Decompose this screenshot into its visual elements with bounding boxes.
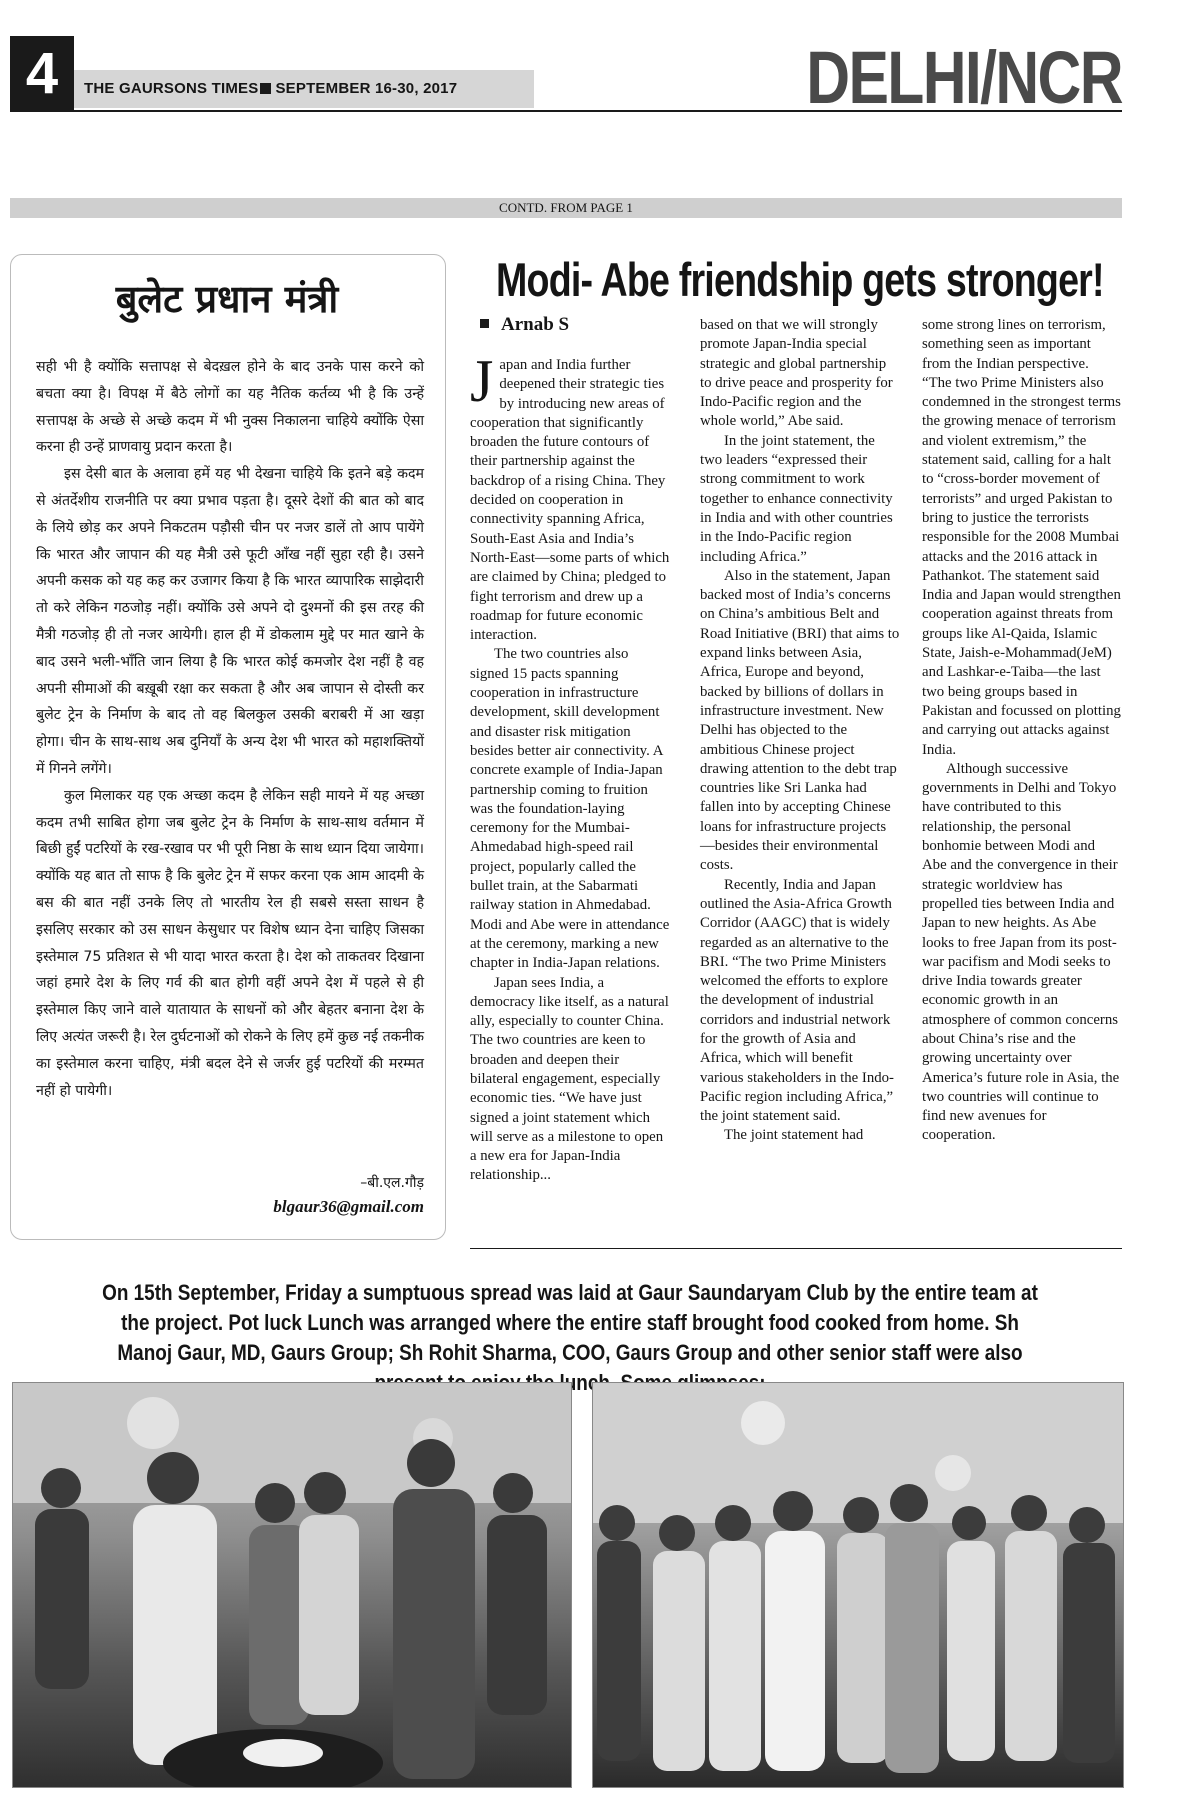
contd-label: CONTD. FROM PAGE 1 <box>10 198 1122 218</box>
article-column-1 <box>470 348 670 1186</box>
article-column-2 <box>700 316 900 1146</box>
author-email-link[interactable]: blgaur36@gmail.com <box>273 1197 424 1216</box>
article-paragraph: based on that we will strongly promote Japan-India special strategic and global partnership to drive peace and prosperity for Indo-Pacific region and the whole world,” Abe said. <box>700 317 893 430</box>
article-paragraph: Japan sees India, a democracy like itself, as a natural ally, especially to counter China. The two countries are keen to broaden and deepen their bilateral engagement, especially economic ties. “We have just signed a joint statement which will serve as a milestone to open a new era for Japan-India relationship... <box>470 974 669 1184</box>
article-paragraph: The two countries also signed 15 pacts spanning cooperation in infrastructure development, skill development and disaster risk mitigation besides better air connectivity. A concrete example of India-Japan partnership coming to fruition was the foundation-laying ceremony for the Mumbai-Ahmedabad high-speed rail project, popularly called the bullet train, at the Sabarmati railway station in Ahmedabad. Modi and Abe were in attendance at the ceremony, marking a new chapter in India-Japan relations. <box>470 646 670 972</box>
group-photo-staff-standing <box>592 1382 1124 1788</box>
publication-name: THE GAURSONS TIMES <box>84 80 259 97</box>
article-divider <box>470 1248 1122 1249</box>
hindi-column-body <box>36 354 424 1104</box>
article-paragraph: some strong lines on terrorism, something seen as important from the Indian perspective. “The two Prime Ministers also condemned in the strongest terms the growing menace of terrorism and violent extremism,” the statement said, calling for a halt to “cross-border movement of terrorists” and urged Pakistan to bring to justice the terrorists responsible for the 2008 Mumbai attacks and the 2016 attack in Pathankot. The statement said India and Japan would strengthen cooperation against threats from groups like Al-Qaida, Islamic State, Jaish-e-Mohammad(JeM) and Lashkar-e-Taiba—the last two being groups based in Pakistan and focussed on plotting and carrying out attacks against India. <box>922 317 1121 758</box>
separator-square-icon <box>260 83 271 94</box>
hindi-paragraph: सही भी है क्योंकि सत्तापक्ष से बेदख़ल होने के बाद उनके पास करने को बचता क्या है। विपक्ष में बैठे लोगों का यह नैतिक कर्तव्य भी है कि उन्हें सत्तापक्ष के अच्छे से अच्छे कदम में भी नुक्स निकालना चाहिये क्योंकि ऐसा करना ही उन्हें प्राणवायु प्रदान करता है। <box>36 359 424 456</box>
hindi-author: –बी.एल.गौड़ <box>360 1175 424 1191</box>
article-paragraph: Also in the statement, Japan backed most of India’s concerns on China’s ambitious Belt and Road Initiative (BRI) that aims to expand links between Asia, Africa, Europe and beyond, backed by billions of dollars in infrastructure investment. New Delhi has objected to the ambitious Chinese project drawing attention to the debt trap countries like Sri Lanka had fallen into by accepting Chinese loans for infrastructure projects—besides their environmental costs. <box>700 567 900 874</box>
photo-caption: On 15th September, Friday a sumptuous spread was laid at Gaur Saundaryam Club by the entire team at the project. Pot luck Lunch was arranged where the entire staff brought food cooked from home. Sh Manoj Gaur, MD, Gaurs Group; Sh Rohit Sharma, COO, Gaurs Group and other senior staff were also lunch. <box>102 1280 1038 1395</box>
article-paragraph: In the joint statement, the two leaders “expressed their strong commitment to work together to enhance connectivity in India and with other countries in the Indo-Pacific region including Africa.” <box>700 432 893 565</box>
page-number: 4 <box>10 36 74 112</box>
header-text <box>84 80 457 97</box>
article-paragraph: Japan and India further deepened their strategic ties by introducing new areas of cooperation that significantly broaden the future contours of their partnership against the backdrop of a rising China. They decided on cooperation in connectivity spanning Africa, South-East Asia and India’s North-East—some parts of which are claimed by China; pledged to fight terrorism and drew up a roadmap for future economic interaction. <box>470 348 670 644</box>
article-paragraph: Recently, India and Japan outlined the Asia-Africa Growth Corridor (AAGC) that is widely regarded as an alternative to the BRI. “The two Prime Ministers welcomed the efforts to explore the development of industrial corridors and industrial network for the growth of Asia and Africa, which will benefit various stakeholders in the Indo-Pacific region including Africa,” the joint statement said. <box>700 876 894 1125</box>
article-paragraph: Although successive governments in Delhi and Tokyo have contributed to this relationship, the personal bonhomie between Modi and Abe and the convergence in their strategic worldview has propelled ties between India and Japan to new heights. As Abe looks to free Japan from its post-war pacifism and Modi seeks to drive India towards greater economic growth in an atmosphere of common concerns about China’s rise and the growing uncertainty over America’s future role in Asia, the two countries will continue to find new avenues for cooperation. <box>922 760 1120 1144</box>
hindi-paragraph: कुल मिलाकर यह एक अच्छा कदम है लेकिन सही मायने में यह अच्छा कदम तभी साबित होगा जब बुलेट ट्रेन के निर्माण के साथ-साथ वर्तमान में बिछी हुईं पटरियों के रख-रखाव पर भी पूरी निष्ठा के साथ ध्यान दिया जायेगा। क्योंकि यह बात तो साफ है कि बुलेट ट्रेन में सफर करना एक आम आदमी के बस की बात नहीं उनके लिए तो भारतीय रेल ही सबसे सस्ता साधन है इसलिए सरकार को उस साधन केसुधार पर विशेष ध्यान देना चाहिए जिसका इस्तेमाल 75 प्रतिशत से भी यादा भारत करता है। देश को ताकतवर दिखाना जहां हमारे देश के लिए गर्व की बात होगी वहीं अपने देश में पहले से ही इस्तेमाल किए जाने वाले यातायात के साधनों को और बेहतर बनाना देश के लिए अत्यंत जरूरी है। रेल दुर्घटनाओं को रोकने के लिए हमें कुछ नई तकनीक का इस्तेमाल करना चाहिए, मंत्री बदल देने से जर्जर हुई पटरियों की मरम्मत नहीं हो पायेगी। <box>36 787 424 1099</box>
article-headline: Modi- Abe friendship gets stronger! <box>496 253 1104 306</box>
group-photo-cake-cutting <box>12 1382 572 1788</box>
article-paragraph: The joint statement had <box>724 1127 864 1144</box>
hindi-column-title: बुलेट प्रधान मंत्री <box>115 277 339 321</box>
article-column-3 <box>922 316 1122 1146</box>
byline-square-icon <box>480 319 489 328</box>
byline <box>480 314 569 336</box>
issue-date: SEPTEMBER 16-30, 2017 <box>275 80 458 97</box>
photo-left-illustration <box>13 1383 571 1787</box>
section-title: DELHI/NCR <box>806 36 1122 119</box>
byline-author: Arnab S <box>501 314 570 335</box>
photo-right-illustration <box>593 1383 1123 1787</box>
dropcap: J <box>470 348 494 414</box>
hindi-paragraph: इस देसी बात के अलावा हमें यह भी देखना चाहिये कि इतने बड़े कदम से अंतर्देशीय राजनीति पर क्या प्रभाव पड़ता है। दूसरे देशों की बात को बाद के लिये छोड़ कर अपने निकटतम पड़ौसी चीन पर नजर डालें तो आप पायेंगे कि भारत और जापान की यह मैत्री उसे फूटी आँख नहीं सुहा रही है। उसने अपनी कसक को यह कह कर उजागर किया है कि भारत व्यापारिक साझेदारी तो करे लेकिन गठजोड़ नहीं। क्योंकि उसे अपने दो दुश्मनों की इस तरह की मैत्री गठजोड़ ही तो नजर आयेगी। हाल ही में डोकलाम मुद्दे पर मात खाने के बाद उसने भली-भाँति जान लिया है कि भारत कोई कमजोर देश नहीं है वह अपनी सीमाओं की बख़ूबी रक्षा कर सकता है और अब जापान से दोस्ती कर बुलेट ट्रेन के निर्माण के बाद तो वह बिलकुल उसकी बराबरी में आ खड़ा होगा। चीन के साथ-साथ अब दुनियाँ के अन्य देश भी भारत को महाशक्तियों में गिनने लगेंगे। <box>36 466 424 777</box>
